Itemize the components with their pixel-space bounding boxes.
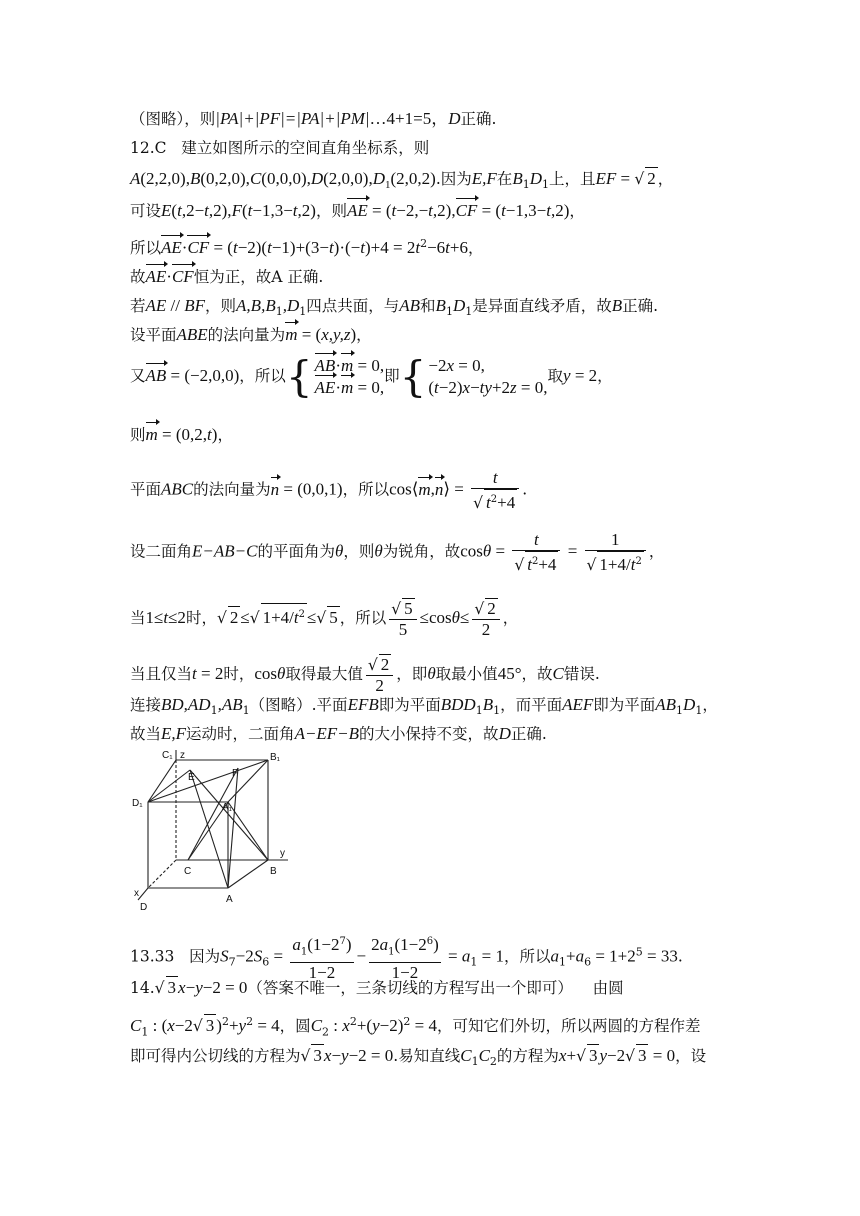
svg-text:y: y (280, 848, 285, 859)
label-c1: C₁ (162, 750, 173, 761)
text-line-inner-tangent: 即可得内公切线的方程为√ 3 x−y−2 = 0.易知直线$C_1C_2$的方程为x+√ 3 y−2√ 3 = 0，设 (130, 1046, 707, 1069)
text-line-system: 又AB = (−2,0,0)，所以{ AB·m = 0, AE·m = 0, 即{ −2x = 0, (t−2)x−ty+2z = 0, 取y = 2， (130, 352, 613, 401)
svg-text:x: x (134, 888, 139, 899)
question-12-heading: 12.C 建立如图所示的空间直角坐标系，则 (130, 139, 430, 157)
svg-text:A₁: A₁ (222, 802, 233, 813)
text-line-B-correct: 若AE // BF，则$A,B,B_1,D_1$四点共面，与AB和$B_1D_1$是异面直线矛盾，故B正确. (130, 296, 659, 319)
svg-text:B: B (270, 866, 277, 877)
text-line-A-correct: 故AE·CF恒为正，故A 正确. (130, 267, 324, 286)
svg-text:D₁: D₁ (132, 798, 143, 809)
question-14: 14.√ 3 x−y−2 = 0（答案不唯一，三条切线的方程写出一个即可） 由圆 (130, 978, 624, 997)
text-line-1: （图略），则|PA|+|PF|=|PA|+|PM|…4+1=5，D正确. (130, 109, 497, 128)
text-line-dot: 所以$AE\cdot CF = (t-2)(t-1)+(3-t)\cdot(-t)+4 = 2t^2-6t+6$， (130, 237, 484, 258)
svg-text:z: z (180, 750, 185, 761)
text-line-circles: $C_1$ : (x−2√ 3 )$^2+y^2 = 4$，圆$C_2$ : $x^2+(y-2)^2 = 4$，可知它们外切，所以两圆的方程作差 (130, 1015, 701, 1039)
question-13: 13.33 因为$S_7-2S_6$ = $\frac{a_1(1-2^7)}{1-2}$ − $\frac{2a_1(1-2^6)}{1-2}$ = $a_1 = 1$，所以$a_1+a_6 = 1+2^5 = 33$. (130, 935, 683, 983)
text-line-moving: 故当E,F运动时，二面角A−EF−B的大小保持不变，故D正确. (130, 724, 547, 743)
svg-text:A: A (226, 894, 233, 905)
svg-text:D: D (140, 902, 148, 913)
text-line-normal-m: 设平面ABE的法向量为m = (x,y,z)， (130, 325, 372, 344)
text-line-iff: 当且仅当t = 2时，cosθ取得最大值 $\frac{√ 2}{2}$ ，即θ取最小值45°，故C错误. (130, 655, 600, 695)
text-line-cos-mn: 平面ABC的法向量为n = (0,0,1)，所以cos⟨m,n⟩ = $\frac{t}{√ t^2+4}$ . (130, 468, 528, 513)
svg-text:C: C (184, 866, 192, 877)
svg-text:F: F (232, 768, 239, 779)
text-line-connect: 连接$BD,AD_1,AB_1$（图略）.平面EFB即为平面$BDD_1B_1$，而平面AEF即为平面$AB_1D_1$， (130, 695, 718, 718)
text-line-m-vector: 则m = (0,2,t)， (130, 425, 233, 444)
cube-diagram (128, 750, 298, 915)
text-line-coords: $A(2,2,0),B(0,2,0),C(0,0,0),D(2,0,0),D_1(2,0,2)$.因为E,F在$B_1D_1$上，且EF = √ 2 ， (130, 169, 674, 192)
svg-text:E: E (188, 772, 195, 783)
text-line-range: 当1≤t≤2时，√ 2 ≤√ $1+4/t^2$ ≤√ 5 ，所以 $\frac{√ 5}{5}$ ≤cosθ≤ $\frac{√ 2}{2}$ ， (130, 599, 519, 639)
text-line-set-ef: 可设E(t,2−t,2),F(t−1,3−t,2)，则AE = (t−2,−t,2),CF = (t−1,3−t,2)， (130, 201, 585, 220)
svg-text:B₁: B₁ (270, 752, 281, 763)
text-line-dihedral: 设二面角E−AB−C的平面角为θ，则θ为锐角，故cosθ = $\frac{t}{√ t^2+4}$ = $\frac{1}{√ 1+4/t^2}$ ， (130, 530, 665, 575)
